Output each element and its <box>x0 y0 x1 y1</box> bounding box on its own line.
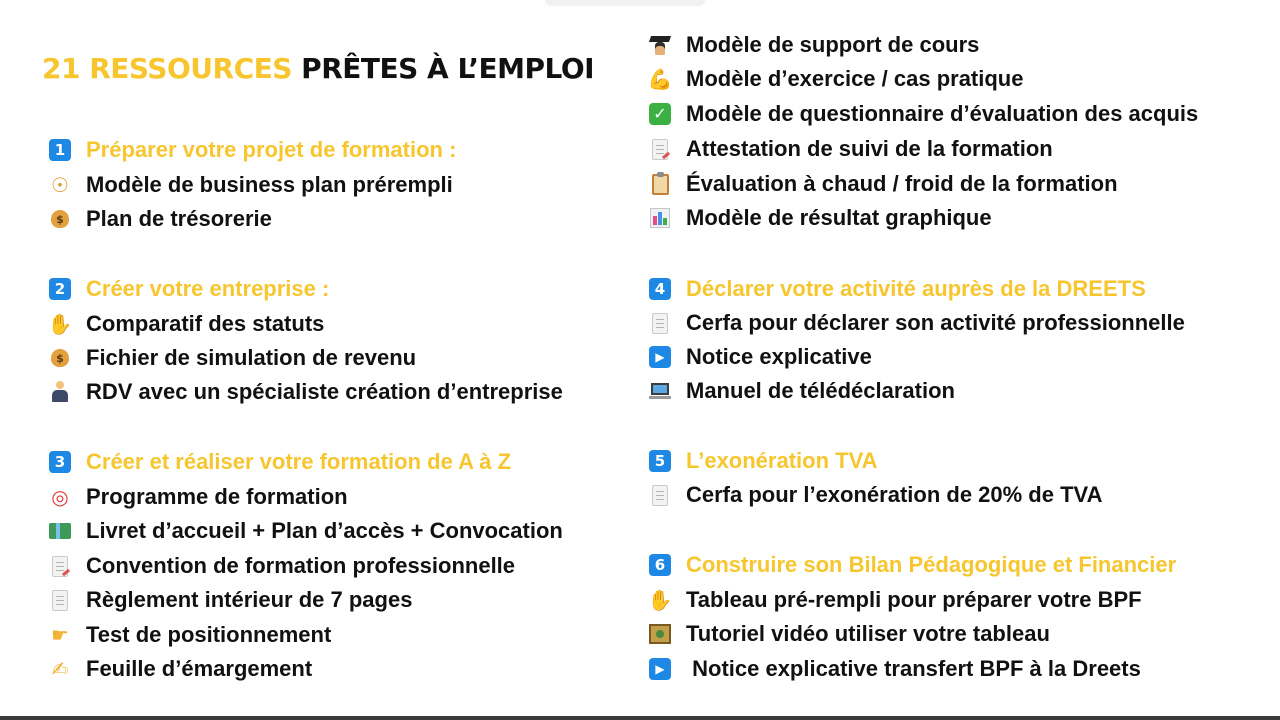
list-item-label: Cerfa pour déclarer son activité professionnelle <box>686 310 1185 335</box>
list-item-label: Notice explicative <box>686 344 872 369</box>
pointing-hand-icon: ☛ <box>51 623 69 647</box>
top-tab-edge <box>545 0 705 6</box>
page-title <box>42 52 594 85</box>
memo-icon <box>52 556 68 577</box>
list-item <box>648 97 1198 131</box>
list-item-label: RDV avec un spécialiste création d’entreprise <box>86 379 563 404</box>
number-2-icon: 2 <box>49 278 71 300</box>
document-icon <box>652 139 668 160</box>
bottom-border <box>0 716 1280 720</box>
list-item-label: Plan de trésorerie <box>86 206 272 231</box>
number-3-icon: 3 <box>49 451 71 473</box>
list-item-label: Programme de formation <box>86 484 348 509</box>
businessman-icon <box>51 381 69 403</box>
list-item-label: Fichier de simulation de revenu <box>86 345 417 370</box>
list-item-label: Manuel de télédéclaration <box>686 378 955 403</box>
target-icon: ◎ <box>51 485 69 509</box>
list-item <box>48 618 331 652</box>
video-tutorial-icon <box>649 624 671 644</box>
list-item <box>48 549 515 583</box>
ok-hand-icon: ✋ <box>47 312 73 336</box>
section-1-heading <box>48 133 456 167</box>
section-3-title: Créer et réaliser votre formation de A à Z <box>86 449 512 474</box>
title-rest: PRÊTES À L’EMPLOI <box>301 52 595 85</box>
list-item-label: Règlement intérieur de 7 pages <box>86 587 413 612</box>
list-item-label: Tutoriel vidéo utiliser votre tableau <box>686 621 1050 646</box>
list-item-label: Convention de formation professionnelle <box>86 553 516 578</box>
document-icon <box>652 485 668 506</box>
number-1-icon: 1 <box>49 139 71 161</box>
list-item <box>648 132 1053 166</box>
clipboard-icon <box>652 174 669 195</box>
list-item <box>648 62 1023 96</box>
list-item <box>48 202 272 236</box>
section-4-title: Déclarer votre activité auprès de la DREETS <box>686 276 1146 301</box>
writing-hand-icon: ✍ <box>51 657 69 681</box>
list-item <box>648 306 1185 340</box>
list-item <box>48 168 453 202</box>
list-item <box>48 583 412 617</box>
scroll-icon <box>52 590 68 611</box>
student-icon <box>650 34 670 56</box>
money-bag-icon: $ <box>51 349 69 367</box>
list-item-label: Modèle de résultat graphique <box>686 205 992 230</box>
list-item <box>648 167 1118 201</box>
section-2-title: Créer votre entreprise : <box>86 276 330 301</box>
list-item <box>48 341 416 375</box>
section-2-heading <box>48 272 329 306</box>
section-6-title: Construire son Bilan Pédagogique et Financier <box>686 552 1177 577</box>
title-accent: 21 RESSOURCES <box>42 52 292 85</box>
laptop-icon <box>649 382 671 400</box>
ok-hand-icon: ✋ <box>647 588 673 612</box>
check-mark-icon: ✓ <box>649 103 671 125</box>
list-item <box>48 375 563 409</box>
list-item-label: Cerfa pour l’exonération de 20% de TVA <box>686 482 1103 507</box>
flexed-biceps-icon: 💪 <box>647 67 673 91</box>
list-item-label: Modèle de support de cours <box>686 32 980 57</box>
list-item <box>48 514 563 548</box>
section-6-heading <box>648 548 1176 582</box>
list-item <box>648 583 1142 617</box>
section-1-title: Préparer votre projet de formation : <box>86 137 457 162</box>
map-icon <box>49 523 71 539</box>
list-item-label: Comparatif des statuts <box>86 311 325 336</box>
money-bag-icon: $ <box>51 210 69 228</box>
list-item-label: Évaluation à chaud / froid de la formation <box>686 171 1118 196</box>
list-item-label: Modèle de business plan prérempli <box>86 172 453 197</box>
list-item-label: Livret d’accueil + Plan d’accès + Convocation <box>86 518 563 543</box>
list-item-label: Modèle d’exercice / cas pratique <box>686 66 1024 91</box>
document-icon <box>652 313 668 334</box>
number-5-icon: 5 <box>649 450 671 472</box>
compass-icon: ☉ <box>51 173 69 197</box>
list-item <box>48 480 348 514</box>
list-item <box>48 307 324 341</box>
section-3-heading <box>48 445 511 479</box>
list-item-label: Tableau pré-rempli pour préparer votre BPF <box>686 587 1142 612</box>
list-item <box>648 652 1141 686</box>
section-4-heading <box>648 272 1146 306</box>
list-item <box>648 340 872 374</box>
list-item <box>648 201 992 235</box>
list-item <box>648 617 1050 651</box>
list-item-label: Notice explicative transfert BPF à la Dreets <box>686 656 1141 681</box>
number-6-icon: 6 <box>649 554 671 576</box>
list-item-label: Attestation de suivi de la formation <box>686 136 1053 161</box>
list-item-label: Feuille d’émargement <box>86 656 313 681</box>
bar-chart-icon <box>650 208 670 228</box>
list-item <box>48 652 312 686</box>
section-5-heading <box>648 444 878 478</box>
section-5-title: L’exonération TVA <box>686 448 878 473</box>
list-item-label: Test de positionnement <box>86 622 332 647</box>
list-item <box>648 374 955 408</box>
play-button-icon: ▶ <box>649 346 671 368</box>
list-item <box>648 478 1102 512</box>
list-item-label: Modèle de questionnaire d’évaluation des acquis <box>686 101 1199 126</box>
number-4-icon: 4 <box>649 278 671 300</box>
list-item <box>648 28 979 62</box>
play-button-icon: ▶ <box>649 658 671 680</box>
